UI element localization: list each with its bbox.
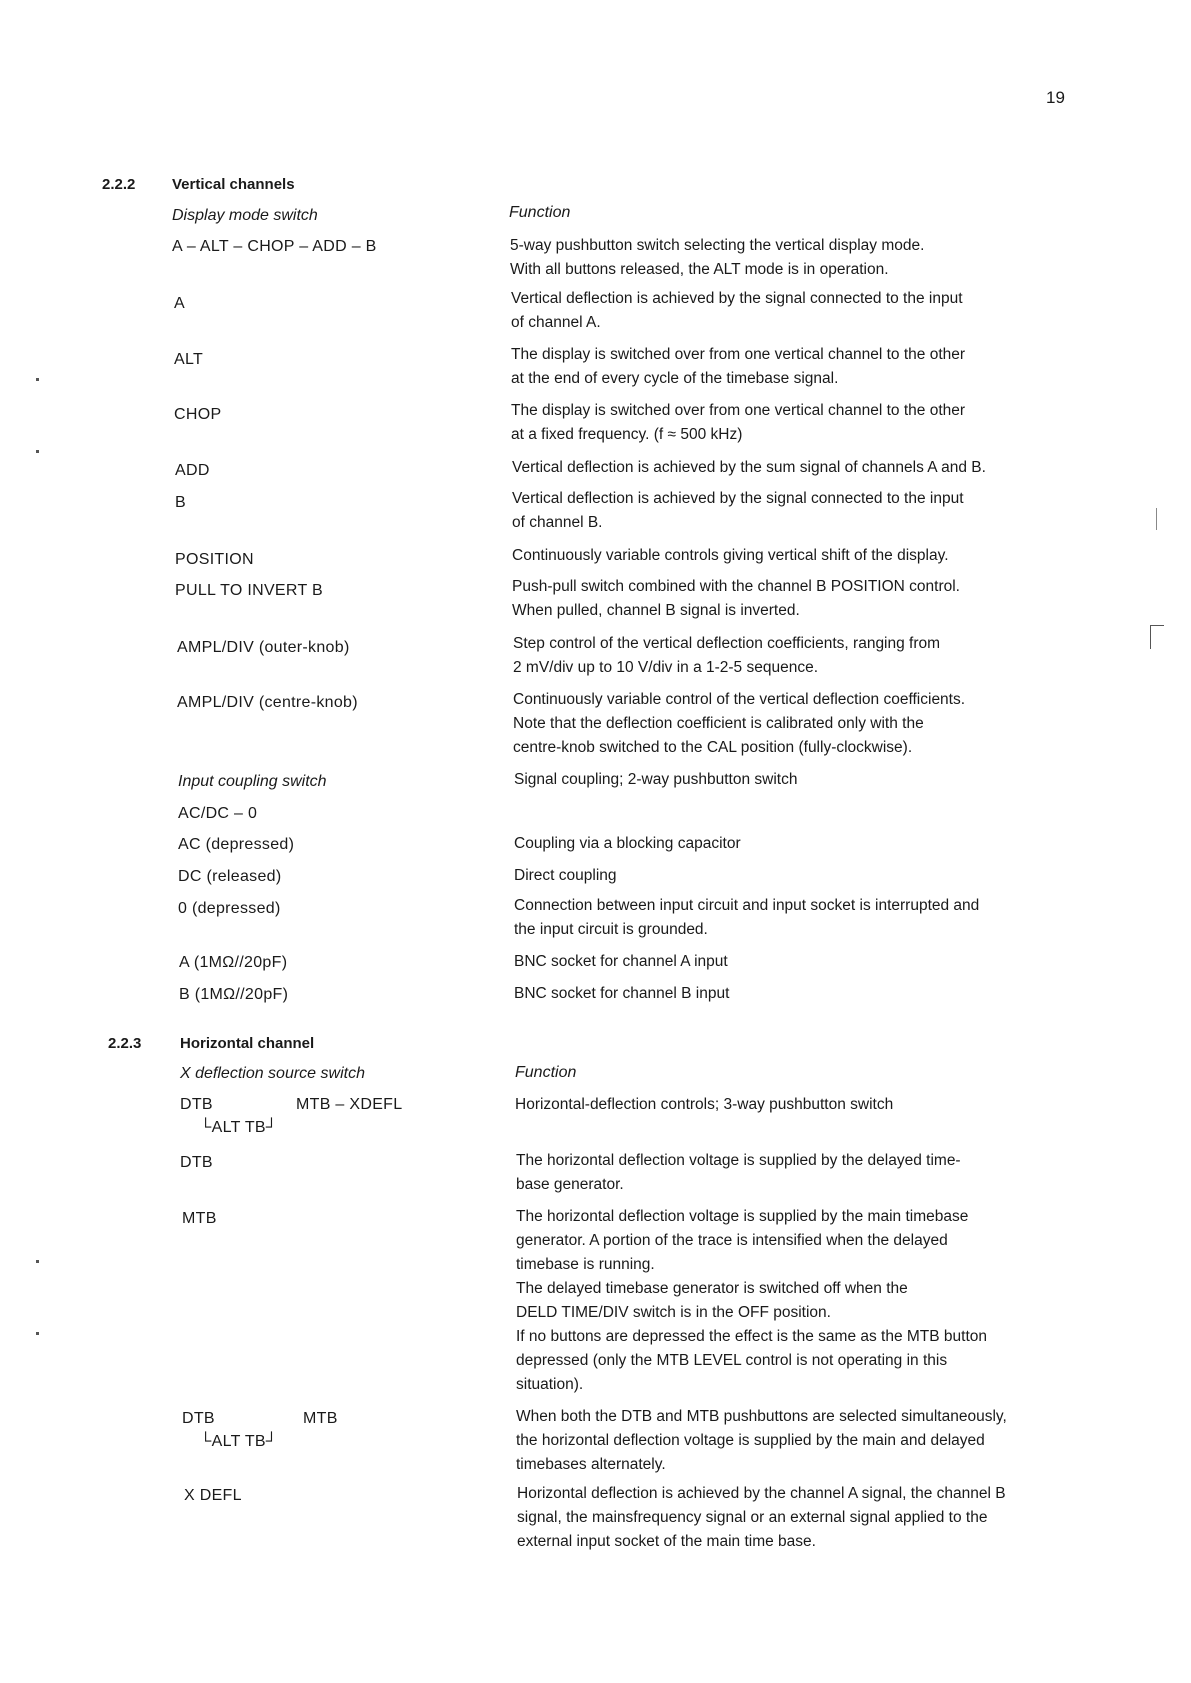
control-label: A — [174, 295, 185, 312]
section-number-2-2-3: 2.2.3 — [108, 1035, 142, 1052]
control-label: ALT — [174, 351, 204, 368]
function-description: Signal coupling; 2-way pushbutton switch — [514, 771, 798, 788]
control-label: A (1MΩ//20pF) — [179, 954, 288, 971]
control-label: PULL TO INVERT B — [175, 582, 323, 599]
input-coupling-switch-heading: Input coupling switch — [178, 773, 327, 790]
control-label: B (1MΩ//20pF) — [179, 986, 289, 1003]
control-label-alt-tb: └ALT TB┘ — [200, 1433, 278, 1450]
control-label-alt-tb: └ALT TB┘ — [200, 1119, 278, 1136]
control-label: POSITION — [175, 551, 254, 568]
function-description: BNC socket for channel A input — [514, 953, 728, 970]
function-description: The horizontal deflection voltage is supplied by the main timebase generator. A portion of the trace is intensified when the delayed timebase is running. The delayed timebase generator is switched off when the DELD TIME/DIV switch is in the OFF position. If no buttons are depressed the effect is the same as the MTB button depressed (only the MTB LEVEL control is not operating in this situation). — [516, 1208, 988, 1393]
function-description: Direct coupling — [514, 867, 617, 884]
scan-dot — [36, 450, 39, 453]
function-description: 5-way pushbutton switch selecting the vertical display mode. With all buttons released, the ALT mode is in operation. — [510, 237, 925, 278]
control-label-mtb-xdefl: MTB – XDEFL — [296, 1096, 403, 1113]
function-heading: Function — [509, 204, 571, 221]
function-description: Vertical deflection is achieved by the signal connected to the input of channel B. — [512, 490, 964, 531]
function-description: The horizontal deflection voltage is supplied by the delayed time- base generator. — [516, 1152, 961, 1193]
function-description: Step control of the vertical deflection coefficients, ranging from 2 mV/div up to 10 V/div in a 1-2-5 sequence. — [513, 635, 941, 676]
scan-bracket-mark — [1150, 625, 1151, 649]
function-description: Vertical deflection is achieved by the sum signal of channels A and B. — [512, 459, 986, 476]
control-label: DC (released) — [178, 868, 282, 885]
control-label: ADD — [175, 462, 210, 479]
control-label: A – ALT – CHOP – ADD – B — [172, 238, 377, 255]
control-label: AMPL/DIV (outer-knob) — [177, 639, 350, 656]
function-description: Continuously variable controls giving vertical shift of the display. — [512, 547, 949, 564]
control-label: CHOP — [174, 406, 222, 423]
section-title-vertical-channels: Vertical channels — [172, 176, 295, 193]
control-label: DTB — [180, 1154, 213, 1171]
function-description: BNC socket for channel B input — [514, 985, 730, 1002]
function-description: Horizontal deflection is achieved by the channel A signal, the channel B signal, the mainsfrequency signal or an external signal applied to the external input socket of the main time base. — [517, 1485, 1006, 1550]
control-label-mtb: MTB — [303, 1410, 338, 1427]
display-mode-switch-heading: Display mode switch — [172, 207, 318, 224]
function-description: Push-pull switch combined with the channel B POSITION control. When pulled, channel B signal is inverted. — [512, 578, 960, 619]
scan-margin-mark — [1156, 508, 1157, 530]
scan-bracket-mark — [1150, 625, 1164, 626]
scan-dot — [36, 1332, 39, 1335]
page-number: 19 — [1046, 88, 1065, 107]
section-title-horizontal-channel: Horizontal channel — [180, 1035, 315, 1052]
control-label-dtb: DTB — [182, 1410, 215, 1427]
control-label-dtb: DTB — [180, 1096, 213, 1113]
function-description: Continuously variable control of the vertical deflection coefficients. Note that the deflection coefficient is calibrated only with the centre-knob switched to the CAL position (fully-clockwise). — [513, 691, 966, 756]
scan-dot — [36, 378, 39, 381]
scan-dot — [36, 1260, 39, 1263]
control-label: B — [175, 494, 186, 511]
control-label: X DEFL — [184, 1487, 242, 1504]
x-deflection-source-switch-heading: X deflection source switch — [180, 1065, 365, 1082]
function-description: The display is switched over from one vertical channel to the other at a fixed frequency. (f ≈ 500 kHz) — [511, 402, 966, 443]
control-label: AMPL/DIV (centre-knob) — [177, 694, 358, 711]
function-description: The display is switched over from one vertical channel to the other at the end of every cycle of the timebase signal. — [511, 346, 966, 387]
control-label: AC (depressed) — [178, 836, 295, 853]
control-label: MTB — [182, 1210, 217, 1227]
function-description: Horizontal-deflection controls; 3-way pushbutton switch — [515, 1096, 894, 1113]
control-label: AC/DC – 0 — [178, 805, 258, 822]
function-description: Connection between input circuit and input socket is interrupted and the input circuit is grounded. — [514, 897, 980, 938]
function-heading: Function — [515, 1064, 577, 1081]
function-description: When both the DTB and MTB pushbuttons are selected simultaneously, the horizontal deflection voltage is supplied by the main and delayed timebases alternately. — [516, 1408, 1007, 1473]
function-description: Coupling via a blocking capacitor — [514, 835, 741, 852]
function-description: Vertical deflection is achieved by the signal connected to the input of channel A. — [511, 290, 963, 331]
control-label: 0 (depressed) — [178, 900, 281, 917]
section-number-2-2-2: 2.2.2 — [102, 176, 136, 193]
